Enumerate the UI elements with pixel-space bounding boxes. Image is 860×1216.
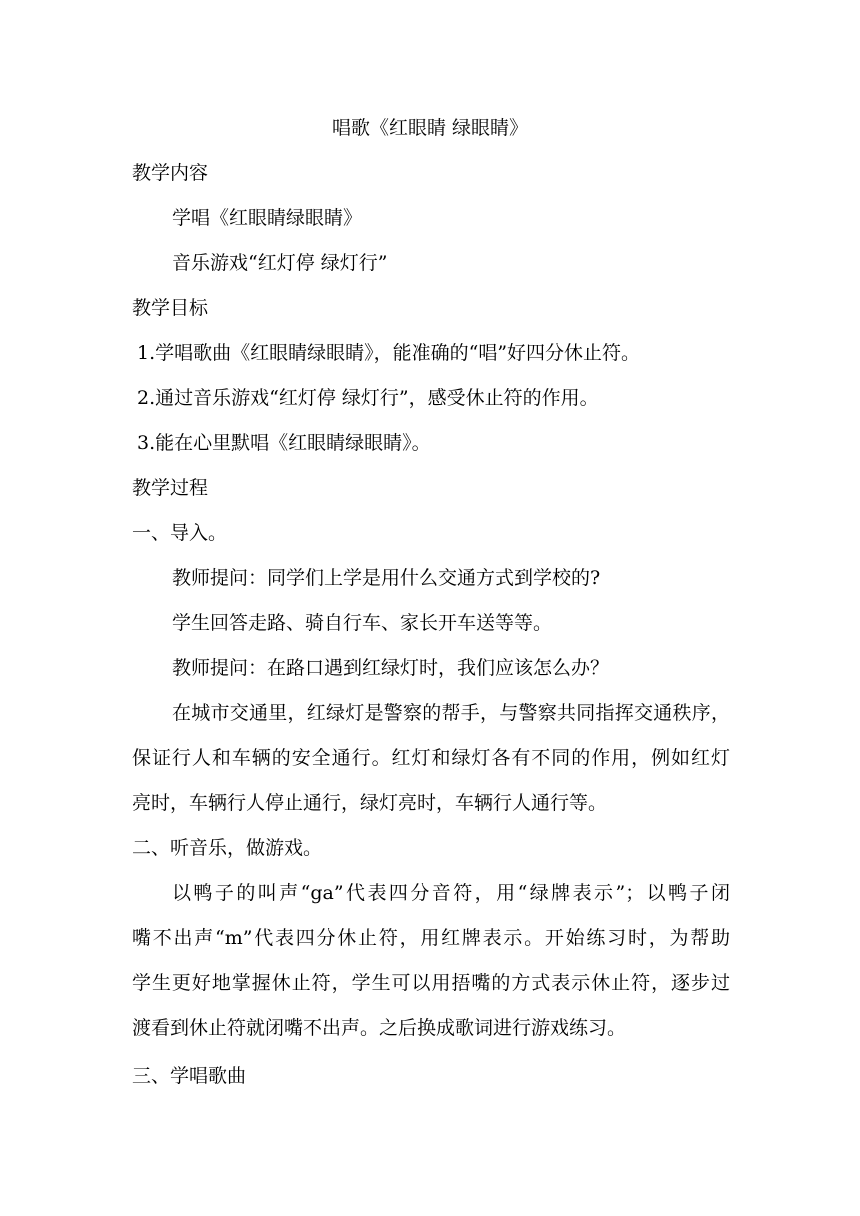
paragraph-line: 以鸭子的叫声“ga”代表四分音符，用“绿牌表示”；以鸭子闭 (172, 882, 730, 904)
paragraph-line: 学生更好地掌握休止符，学生可以用捂嘴的方式表示休止符，逐步过 (132, 972, 730, 994)
paragraph-line: 渡看到休止符就闭嘴不出声。之后换成歌词进行游戏练习。 (132, 1017, 627, 1039)
paragraph-line: 亮时，车辆行人停止通行，绿灯亮时，车辆行人通行等。 (132, 792, 608, 814)
document-title: 唱歌《红眼睛 绿眼睛》 (331, 117, 529, 139)
paragraph-line: 保证行人和车辆的安全通行。红灯和绿灯各有不同的作用，例如红灯 (132, 747, 730, 769)
section-heading: 二、听音乐，做游戏。 (132, 837, 323, 859)
paragraph-line: 教师提问：同学们上学是用什么交通方式到学校的? (172, 567, 601, 589)
goals-heading: 教学目标 (132, 297, 209, 319)
goal-item: 3.能在心里默唱《红眼睛绿眼睛》。 (137, 432, 431, 454)
content-heading: 教学内容 (132, 162, 209, 184)
goal-item: 2.通过音乐游戏“红灯停 绿灯行”，感受休止符的作用。 (137, 387, 599, 409)
process-heading: 教学过程 (132, 477, 209, 499)
section-heading: 一、导入。 (132, 522, 228, 544)
goal-item: 1.学唱歌曲《红眼睛绿眼睛》，能准确的“唱”好四分休止符。 (137, 342, 641, 364)
paragraph-line: 教师提问：在路口遇到红绿灯时，我们应该怎么办？ (172, 657, 610, 679)
paragraph-line: 学生回答走路、骑自行车、家长开车送等等。 (172, 612, 553, 634)
content-item: 音乐游戏“红灯停 绿灯行” (172, 252, 388, 274)
paragraph-line: 在城市交通里，红绿灯是警察的帮手，与警察共同指挥交通秩序， (172, 702, 730, 724)
content-item: 学唱《红眼睛绿眼睛》 (172, 207, 363, 229)
section-heading: 三、学唱歌曲 (132, 1065, 247, 1087)
paragraph-line: 嘴不出声“m”代表四分休止符，用红牌表示。开始练习时，为帮助 (132, 927, 730, 949)
